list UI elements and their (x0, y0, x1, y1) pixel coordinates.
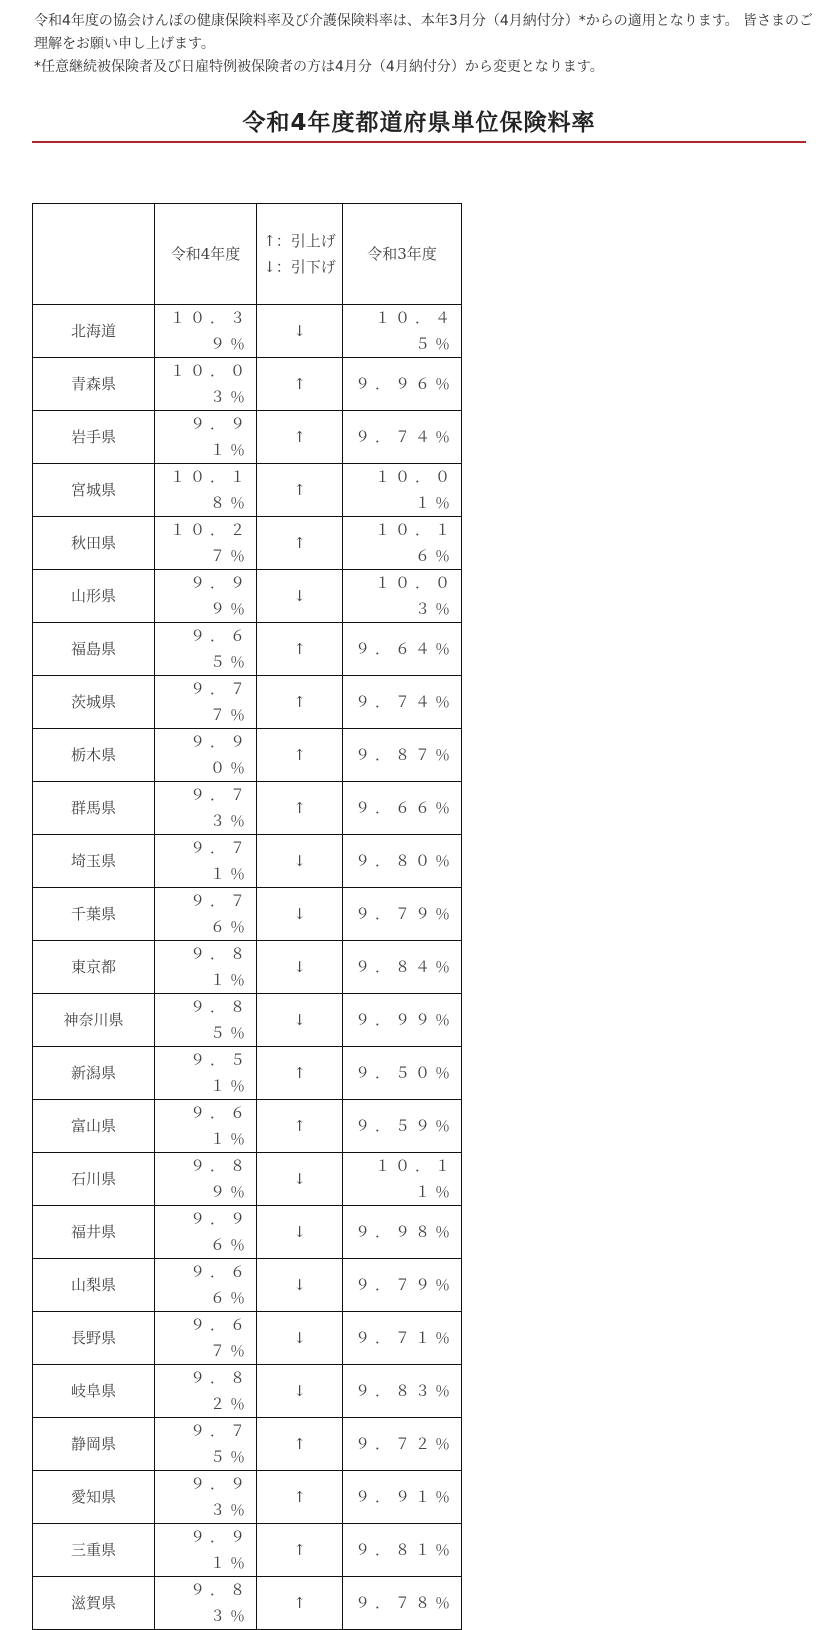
table-row (33, 570, 462, 623)
current-rate-cell: ９．５１％ (155, 1047, 257, 1100)
table-row (33, 411, 462, 464)
change-arrow-cell: ↓ (257, 1153, 343, 1206)
previous-rate-cell: ９．９１％ (343, 1471, 462, 1524)
table-row (33, 782, 462, 835)
previous-rate-cell: ９．９８％ (343, 1206, 462, 1259)
table-body (33, 305, 462, 1630)
change-arrow-cell: ↓ (257, 305, 343, 358)
intro-line-1: 令和4年度の協会けんぽの健康保険料率及び介護保険料率は、本年3月分（4月納付分）*からの適用となります。 皆さまのご理解をお願い申し上げます。 (34, 13, 814, 52)
table-row (33, 1365, 462, 1418)
current-rate-cell: １０．０３％ (155, 358, 257, 411)
section-title: 令和4年度都道府県単位保険料率 (242, 110, 596, 136)
previous-rate-cell: １０．１６％ (343, 517, 462, 570)
current-rate-cell: ９．７１％ (155, 835, 257, 888)
header-current-year: 令和4年度 (155, 204, 257, 305)
previous-rate-cell: ９．５９％ (343, 1100, 462, 1153)
change-arrow-cell: ↓ (257, 888, 343, 941)
current-rate-cell: ９．９１％ (155, 1524, 257, 1577)
header-change-legend: ↑：引上げ ↓：引下げ (257, 204, 343, 305)
table-row (33, 517, 462, 570)
change-arrow-cell: ↑ (257, 1577, 343, 1630)
table-row (33, 1153, 462, 1206)
table-row (33, 676, 462, 729)
prefecture-cell: 静岡県 (33, 1418, 155, 1471)
table-header-row (33, 204, 462, 305)
current-rate-cell: ９．６１％ (155, 1100, 257, 1153)
table-row (33, 1577, 462, 1630)
previous-rate-cell: ９．８４％ (343, 941, 462, 994)
title-divider (32, 141, 806, 143)
prefecture-cell: 福島県 (33, 623, 155, 676)
current-rate-cell: ９．９０％ (155, 729, 257, 782)
table-row (33, 1206, 462, 1259)
header-previous-year: 令和3年度 (343, 204, 462, 305)
change-arrow-cell: ↑ (257, 676, 343, 729)
previous-rate-cell: ９．９９％ (343, 994, 462, 1047)
prefecture-cell: 栃木県 (33, 729, 155, 782)
change-arrow-cell: ↓ (257, 1312, 343, 1365)
prefecture-cell: 福井県 (33, 1206, 155, 1259)
previous-rate-cell: ９．７９％ (343, 1259, 462, 1312)
change-arrow-cell: ↑ (257, 411, 343, 464)
previous-rate-cell: ９．７４％ (343, 411, 462, 464)
table-row (33, 1047, 462, 1100)
table-row (33, 729, 462, 782)
change-arrow-cell: ↓ (257, 1365, 343, 1418)
current-rate-cell: ９．８２％ (155, 1365, 257, 1418)
prefecture-cell: 石川県 (33, 1153, 155, 1206)
table-row (33, 835, 462, 888)
current-rate-cell: ９．９１％ (155, 411, 257, 464)
current-rate-cell: １０．１８％ (155, 464, 257, 517)
change-arrow-cell: ↓ (257, 835, 343, 888)
previous-rate-cell: ９．８７％ (343, 729, 462, 782)
previous-rate-cell: ９．７１％ (343, 1312, 462, 1365)
previous-rate-cell: １０．４５％ (343, 305, 462, 358)
prefecture-cell: 埼玉県 (33, 835, 155, 888)
prefecture-cell: 山梨県 (33, 1259, 155, 1312)
intro-text (34, 10, 824, 79)
prefecture-cell: 長野県 (33, 1312, 155, 1365)
insurance-rate-table (32, 203, 462, 1630)
current-rate-cell: １０．３９％ (155, 305, 257, 358)
prefecture-cell: 愛知県 (33, 1471, 155, 1524)
previous-rate-cell: ９．７４％ (343, 676, 462, 729)
previous-rate-cell: ９．６６％ (343, 782, 462, 835)
previous-rate-cell: ９．７２％ (343, 1418, 462, 1471)
current-rate-cell: ９．９９％ (155, 570, 257, 623)
prefecture-cell: 富山県 (33, 1100, 155, 1153)
current-rate-cell: １０．２７％ (155, 517, 257, 570)
current-rate-cell: ９．９３％ (155, 1471, 257, 1524)
change-arrow-cell: ↑ (257, 782, 343, 835)
prefecture-cell: 滋賀県 (33, 1577, 155, 1630)
current-rate-cell: ９．８９％ (155, 1153, 257, 1206)
intro-line-2: *任意継続被保険者及び日雇特例被保険者の方は4月分（4月納付分）から変更となります。 (34, 59, 604, 75)
prefecture-cell: 三重県 (33, 1524, 155, 1577)
previous-rate-cell: ９．６４％ (343, 623, 462, 676)
prefecture-cell: 群馬県 (33, 782, 155, 835)
current-rate-cell: ９．６５％ (155, 623, 257, 676)
previous-rate-cell: ９．７９％ (343, 888, 462, 941)
table-row (33, 464, 462, 517)
table-row (33, 358, 462, 411)
current-rate-cell: ９．７３％ (155, 782, 257, 835)
change-arrow-cell: ↓ (257, 570, 343, 623)
prefecture-cell: 山形県 (33, 570, 155, 623)
previous-rate-cell: ９．５０％ (343, 1047, 462, 1100)
previous-rate-cell: １０．０１％ (343, 464, 462, 517)
current-rate-cell: ９．８１％ (155, 941, 257, 994)
current-rate-cell: ９．８３％ (155, 1577, 257, 1630)
prefecture-cell: 茨城県 (33, 676, 155, 729)
previous-rate-cell: ９．８３％ (343, 1365, 462, 1418)
table-row (33, 941, 462, 994)
previous-rate-cell: ９．７８％ (343, 1577, 462, 1630)
change-arrow-cell: ↑ (257, 464, 343, 517)
prefecture-cell: 東京都 (33, 941, 155, 994)
table-row (33, 888, 462, 941)
change-arrow-cell: ↑ (257, 1471, 343, 1524)
previous-rate-cell: １０．１１％ (343, 1153, 462, 1206)
previous-rate-cell: ９．８０％ (343, 835, 462, 888)
header-prefecture (33, 204, 155, 305)
prefecture-cell: 青森県 (33, 358, 155, 411)
table-row (33, 305, 462, 358)
prefecture-cell: 秋田県 (33, 517, 155, 570)
change-arrow-cell: ↑ (257, 358, 343, 411)
change-arrow-cell: ↑ (257, 1418, 343, 1471)
current-rate-cell: ９．７６％ (155, 888, 257, 941)
change-arrow-cell: ↑ (257, 1047, 343, 1100)
current-rate-cell: ９．９６％ (155, 1206, 257, 1259)
prefecture-cell: 千葉県 (33, 888, 155, 941)
change-arrow-cell: ↑ (257, 517, 343, 570)
change-arrow-cell: ↑ (257, 1524, 343, 1577)
table-row (33, 994, 462, 1047)
change-arrow-cell: ↓ (257, 1206, 343, 1259)
change-arrow-cell: ↑ (257, 623, 343, 676)
prefecture-cell: 宮城県 (33, 464, 155, 517)
table-row (33, 1312, 462, 1365)
change-arrow-cell: ↓ (257, 941, 343, 994)
table-row (33, 1471, 462, 1524)
prefecture-cell: 岩手県 (33, 411, 155, 464)
prefecture-cell: 新潟県 (33, 1047, 155, 1100)
current-rate-cell: ９．７７％ (155, 676, 257, 729)
prefecture-cell: 岐阜県 (33, 1365, 155, 1418)
change-arrow-cell: ↓ (257, 994, 343, 1047)
change-arrow-cell: ↑ (257, 729, 343, 782)
table-row (33, 1100, 462, 1153)
prefecture-cell: 神奈川県 (33, 994, 155, 1047)
previous-rate-cell: ９．８１％ (343, 1524, 462, 1577)
table-row (33, 623, 462, 676)
table-row (33, 1524, 462, 1577)
current-rate-cell: ９．７５％ (155, 1418, 257, 1471)
change-arrow-cell: ↓ (257, 1259, 343, 1312)
change-arrow-cell: ↑ (257, 1100, 343, 1153)
previous-rate-cell: １０．０３％ (343, 570, 462, 623)
table-row (33, 1259, 462, 1312)
current-rate-cell: ９．６６％ (155, 1259, 257, 1312)
table-row (33, 1418, 462, 1471)
prefecture-cell: 北海道 (33, 305, 155, 358)
current-rate-cell: ９．６７％ (155, 1312, 257, 1365)
previous-rate-cell: ９．９６％ (343, 358, 462, 411)
current-rate-cell: ９．８５％ (155, 994, 257, 1047)
